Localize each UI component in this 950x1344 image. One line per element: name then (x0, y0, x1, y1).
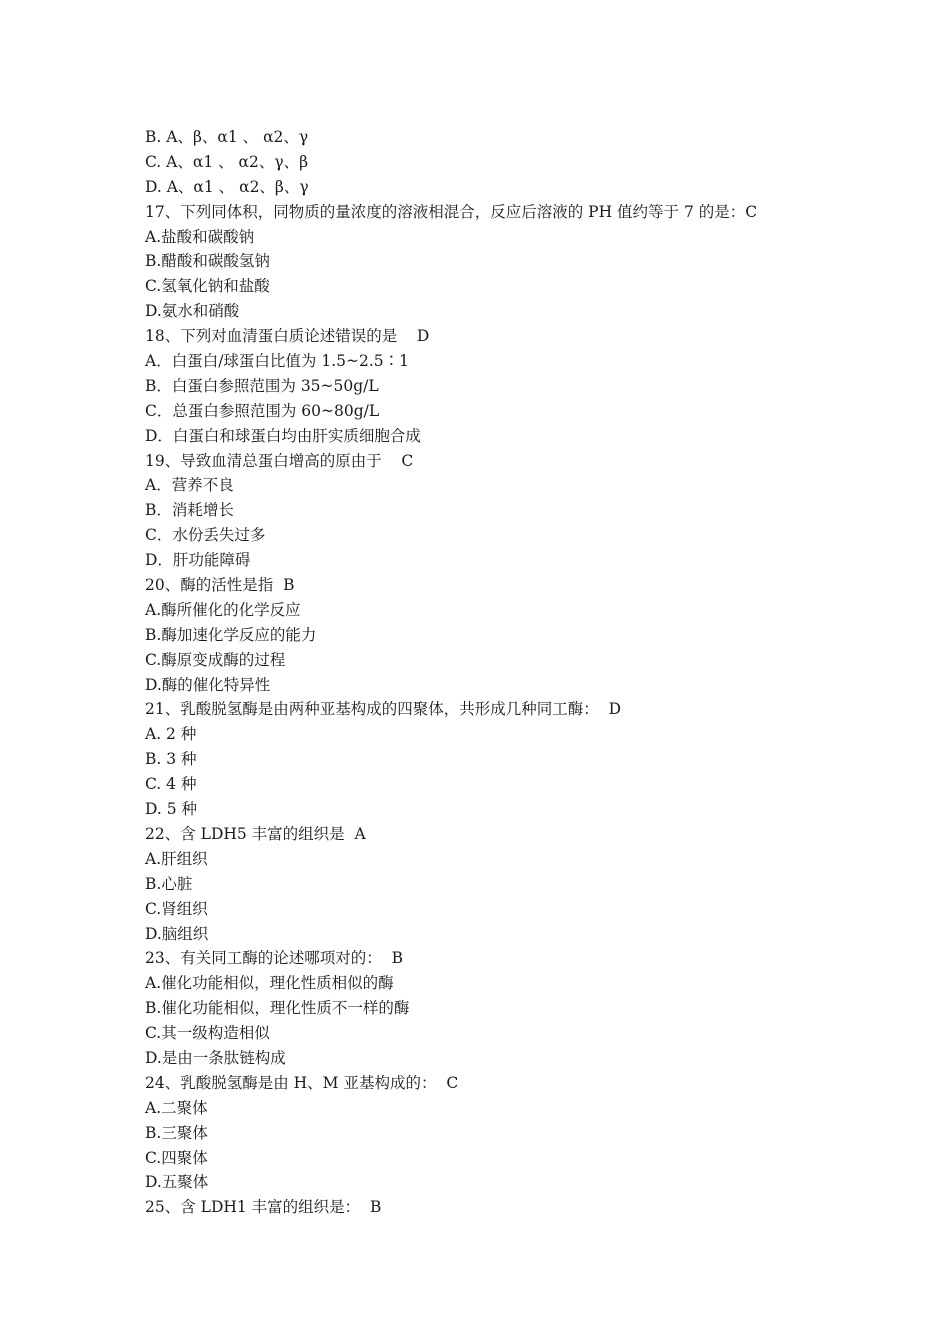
text-line: A.肝组织 (145, 849, 208, 868)
text-line: B.心脏 (145, 874, 193, 893)
question-list (145, 125, 845, 1220)
text-line: 19、导致血清总蛋白增高的原由于 C (145, 451, 414, 470)
text-line: A.二聚体 (145, 1098, 208, 1117)
text-line: C.肾组织 (145, 899, 208, 918)
text-line: B. 3 种 (145, 750, 197, 769)
text-line: B.醋酸和碳酸氢钠 (145, 252, 270, 271)
text-line: D.氨水和硝酸 (145, 302, 240, 321)
text-line: B.酶加速化学反应的能力 (145, 625, 317, 644)
text-line: A.催化功能相似，理化性质相似的酶 (145, 974, 394, 993)
text-line: 21、乳酸脱氢酶是由两种亚基构成的四聚体，共形成几种同工酶： D (145, 700, 622, 719)
text-line: C. 4 种 (145, 775, 197, 794)
text-line: 23、有关同工酶的论述哪项对的： B (145, 949, 403, 968)
text-line: C.其一级构造相似 (145, 1024, 270, 1043)
text-line: 20、酶的活性是指 B (145, 576, 295, 595)
text-line: C．水份丢失过多 (145, 526, 266, 545)
text-line: A.酶所催化的化学反应 (145, 600, 301, 619)
text-line: A．营养不良 (145, 476, 234, 495)
text-line: D.脑组织 (145, 924, 209, 943)
text-line: 24、乳酸脱氢酶是由 H、M 亚基构成的： C (145, 1073, 459, 1092)
text-line: B. A、β、α1 、 α2、γ (145, 128, 309, 146)
text-line: C.氢氧化钠和盐酸 (145, 277, 270, 296)
text-line: 18、下列对血清蛋白质论述错误的是 D (145, 327, 430, 346)
text-line: B．消耗增长 (145, 501, 234, 520)
text-line: D．肝功能障碍 (145, 551, 251, 570)
text-line: C.酶原变成酶的过程 (145, 650, 286, 669)
text-line: A.盐酸和碳酸钠 (145, 227, 255, 246)
text-line: D. 5 种 (145, 800, 198, 819)
text-line: 25、含 LDH1 丰富的组织是： B (145, 1198, 382, 1217)
text-line: A. 2 种 (145, 725, 197, 744)
text-line: 22、含 LDH5 丰富的组织是 A (145, 824, 366, 843)
text-line: 17、下列同体积，同物质的量浓度的溶液相混合，反应后溶液的 PH 值约等于 7 的是：C (145, 202, 758, 221)
text-line: D.酶的催化特异性 (145, 675, 271, 694)
text-line: D．白蛋白和球蛋白均由肝实质细胞合成 (145, 426, 421, 445)
text-line: C．总蛋白参照范围为 60~80g/L (145, 401, 380, 420)
text-line: B.催化功能相似，理化性质不一样的酶 (145, 999, 410, 1018)
text-line: A．白蛋白/球蛋白比值为 1.5~2.5∶1 (145, 352, 409, 371)
text-line: D. A、α1 、 α2、β、γ (145, 177, 309, 196)
text-line: C. A、α1 、 α2、γ、β (145, 152, 309, 171)
text-line: D.是由一条肽链构成 (145, 1048, 286, 1067)
text-line: C.四聚体 (145, 1148, 208, 1167)
text-line: B.三聚体 (145, 1123, 208, 1142)
text-line: D.五聚体 (145, 1173, 209, 1192)
text-line: B．白蛋白参照范围为 35~50g/L (145, 376, 379, 395)
